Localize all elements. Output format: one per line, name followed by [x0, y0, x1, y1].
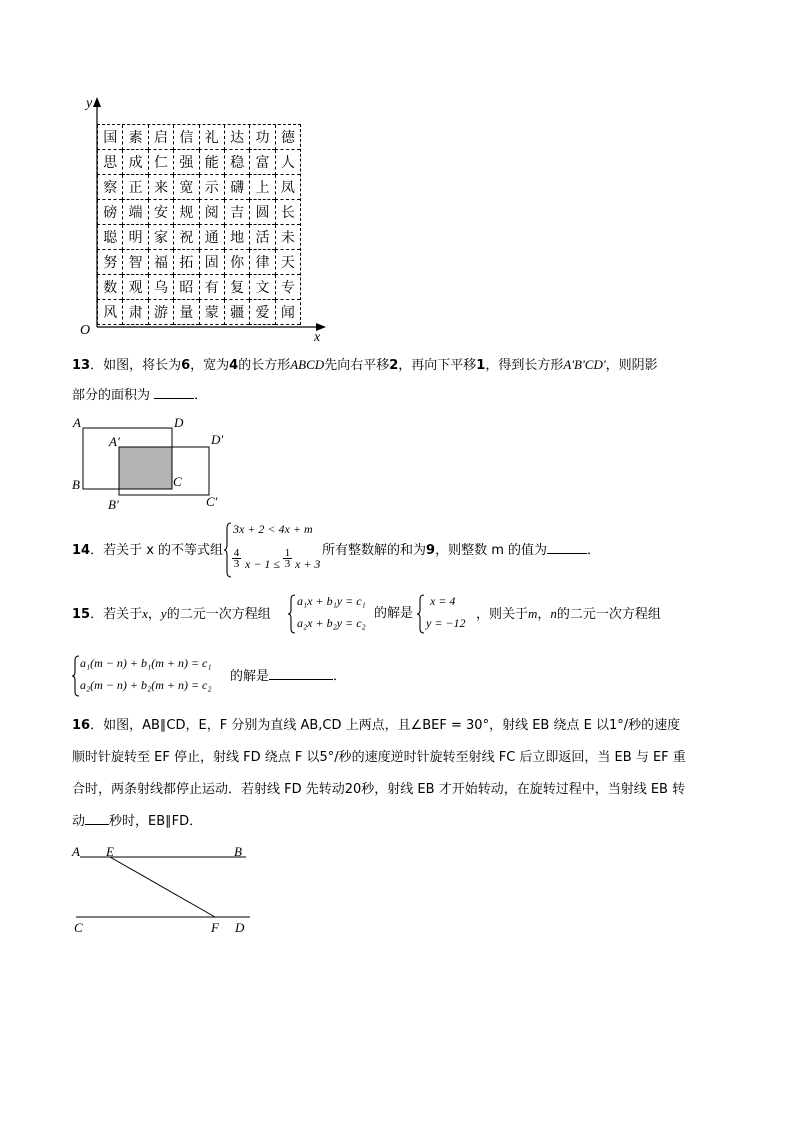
question-16-line2: 顺时针旋转至 EF 停止，射线 FD 绕点 F 以5°/秒的速度逆时针旋转至射线 FC 后立即返回，当 EB 与 EF 重 — [72, 750, 686, 765]
grid-cell: 圆 — [249, 200, 274, 225]
label-A-prime: A′ — [109, 434, 120, 449]
grid-cell: 未 — [275, 225, 300, 250]
solution-x: x = 4 — [430, 594, 456, 608]
label-B-prime: B′ — [108, 497, 119, 512]
grid-cell: 活 — [249, 225, 274, 250]
equation-4: a₂(m − n) + b₂(m + n) = c₂ — [80, 678, 212, 692]
grid-cell: 文 — [249, 275, 274, 300]
grid-cell: 信 — [173, 125, 198, 150]
grid-cell: 礴 — [224, 175, 249, 200]
equation-2: a₂x + b₂y = c₂ — [297, 616, 366, 630]
question-16-line1: 16．如图，AB∥CD，E，F 分别为直线 AB,CD 上两点，且∠BEF = 30°，射线 EB 绕点 E 以1°/秒的速度 — [72, 718, 681, 733]
label-D: D — [174, 415, 184, 430]
grid-cell: 固 — [199, 250, 224, 275]
grid-cell: 游 — [148, 300, 173, 325]
label-A: A — [72, 844, 80, 859]
label-F: F — [211, 920, 219, 935]
inequality-2-part-a: x − 1 ≤ — [245, 557, 281, 571]
grid-cell: 乌 — [148, 275, 173, 300]
grid-cell: 通 — [199, 225, 224, 250]
grid-cell: 聪 — [97, 225, 122, 250]
grid-cell: 启 — [148, 125, 173, 150]
x-axis-label: x — [314, 330, 321, 345]
system-brace-2 — [72, 655, 80, 697]
grid-cell: 长 — [275, 200, 300, 225]
grid-cell: 家 — [148, 225, 173, 250]
question-13-line2: 部分的面积为 ． — [72, 388, 208, 403]
grid-cell: 量 — [173, 300, 198, 325]
question-number: 15 — [72, 607, 91, 622]
grid-cell: 肃 — [122, 300, 147, 325]
grid-cell: 稳 — [224, 150, 249, 175]
grid-cell: 爱 — [249, 300, 274, 325]
grid-cell: 素 — [122, 125, 147, 150]
label-C: C — [74, 920, 83, 935]
question-13-line1: 13．如图，将长为6，宽为4的长方形ABCD先向右平移2，再向下平移1，得到长方形A'B'CD'，则阴影 — [72, 357, 658, 373]
grid-cell: 思 — [97, 150, 122, 175]
question-15-text-a: 15．若关于x，y的二元一次方程组 — [72, 606, 271, 622]
answer-blank[interactable] — [154, 386, 194, 399]
label-E: E — [106, 844, 114, 859]
grid-cell: 闻 — [275, 300, 300, 325]
label-B: B — [72, 477, 80, 492]
char-grid — [97, 124, 301, 325]
grid-cell: 人 — [275, 150, 300, 175]
grid-cell: 专 — [275, 275, 300, 300]
grid-cell: 律 — [249, 250, 274, 275]
answer-blank[interactable] — [85, 812, 109, 825]
equation-3: a₁(m − n) + b₁(m + n) = c₁ — [80, 656, 212, 670]
system-brace-1 — [288, 594, 296, 634]
grid-cell: 凤 — [275, 175, 300, 200]
solution-y: y = −12 — [426, 616, 466, 630]
grid-cell: 上 — [249, 175, 274, 200]
grid-cell: 功 — [249, 125, 274, 150]
grid-cell: 来 — [148, 175, 173, 200]
solution-brace-1 — [417, 594, 425, 634]
grid-cell: 数 — [97, 275, 122, 300]
grid-cell: 拓 — [173, 250, 198, 275]
grid-cell: 观 — [122, 275, 147, 300]
grid-cell: 端 — [122, 200, 147, 225]
inequality-2-part-b: x + 3 — [295, 557, 321, 571]
question-number: 13 — [72, 358, 91, 373]
grid-cell: 智 — [122, 250, 147, 275]
grid-cell: 风 — [97, 300, 122, 325]
question-16-line4: 动 秒时，EB∥FD． — [72, 814, 203, 829]
grid-cell: 蒙 — [199, 300, 224, 325]
answer-blank[interactable] — [547, 541, 587, 554]
grid-cell: 德 — [275, 125, 300, 150]
question-15-text-d: ，则关于m，n的二元一次方程组 — [476, 606, 661, 622]
grid-cell: 强 — [173, 150, 198, 175]
y-axis-label: y — [86, 96, 93, 111]
label-C: C — [173, 474, 182, 489]
origin-label: O — [80, 323, 91, 338]
grid-cell: 仁 — [148, 150, 173, 175]
grid-cell: 宽 — [173, 175, 198, 200]
grid-cell: 礼 — [199, 125, 224, 150]
grid-cell: 正 — [122, 175, 147, 200]
question-number: 16 — [72, 718, 91, 733]
question-15-text-c: 的解是 — [374, 606, 414, 621]
question-14-text-b: 所有整数解的和为9，则整数 m 的值为 ． — [322, 543, 601, 558]
grid-cell: 安 — [148, 200, 173, 225]
label-D-prime: D′ — [211, 432, 224, 447]
grid-cell: 有 — [199, 275, 224, 300]
grid-cell: 天 — [275, 250, 300, 275]
question-number: 14 — [72, 543, 91, 558]
answer-blank[interactable] — [269, 667, 333, 680]
grid-cell: 疆 — [224, 300, 249, 325]
grid-cell: 规 — [173, 200, 198, 225]
grid-cell: 国 — [97, 125, 122, 150]
grid-cell: 昭 — [173, 275, 198, 300]
grid-cell: 你 — [224, 250, 249, 275]
label-C-prime: C′ — [206, 494, 218, 509]
question-15-text-f: 的解是 ． — [230, 669, 347, 684]
label-B: B — [234, 844, 242, 859]
equation-1: a₁x + b₁y = c₁ — [297, 594, 366, 608]
grid-cell: 福 — [148, 250, 173, 275]
inequality-brace — [224, 522, 232, 578]
grid-cell: 吉 — [224, 200, 249, 225]
label-D: D — [235, 920, 245, 935]
grid-cell: 能 — [199, 150, 224, 175]
grid-cell: 明 — [122, 225, 147, 250]
parallel-lines-diagram — [70, 845, 260, 935]
grid-cell: 努 — [97, 250, 122, 275]
question-14-text-a: 14．若关于 x 的不等式组 — [72, 543, 224, 558]
grid-cell: 祝 — [173, 225, 198, 250]
fraction-1-3: 1 3 — [284, 547, 291, 570]
question-16-line3: 合时，两条射线都停止运动．若射线 FD 先转动20秒，射线 EB 才开始转动，在旋转过程中，当射线 EB 转 — [72, 782, 686, 797]
grid-cell: 达 — [224, 125, 249, 150]
fraction-4-3: 4 3 — [233, 547, 240, 570]
inequality-1: 3x + 2 < 4x + m — [233, 522, 313, 536]
grid-cell: 富 — [249, 150, 274, 175]
grid-cell: 阅 — [199, 200, 224, 225]
grid-cell: 复 — [224, 275, 249, 300]
grid-cell: 磅 — [97, 200, 122, 225]
label-A: A — [73, 415, 81, 430]
grid-cell: 地 — [224, 225, 249, 250]
grid-cell: 察 — [97, 175, 122, 200]
grid-cell: 示 — [199, 175, 224, 200]
grid-cell: 成 — [122, 150, 147, 175]
